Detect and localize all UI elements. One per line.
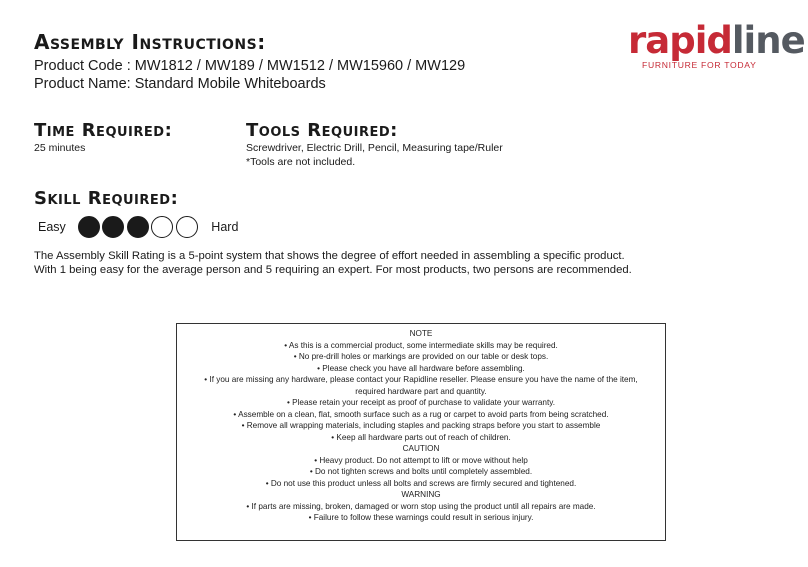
skill-description-line-2: With 1 being easy for the average person and 5 requiring an expert. For most products, two persons are recommended. — [34, 264, 632, 276]
logo-word-rapid: rapid — [628, 19, 732, 62]
notice-line: CAUTION — [402, 444, 440, 453]
tools-not-included-note: *Tools are not included. — [246, 156, 356, 168]
logo-word-line: line — [731, 19, 805, 62]
notice-line: required hardware part and quantity. — [355, 386, 487, 396]
notice-line: • Do not use this product unless all bolts and screws are firmly secured and tightened. — [265, 478, 577, 488]
rapidline-logo — [628, 18, 805, 74]
logo-wordmark — [628, 19, 805, 62]
notice-line: • As this is a commercial product, some intermediate skills may be required. — [284, 340, 558, 350]
notice-box — [176, 323, 666, 541]
tools-required-heading: Tools Required: — [246, 120, 398, 141]
notice-line: • Keep all hardware parts out of reach of children. — [331, 432, 511, 442]
notice-line: • Failure to follow these warnings could result in serious injury. — [308, 513, 534, 522]
skill-dot-empty — [176, 216, 198, 238]
skill-hard-label: Hard — [211, 220, 239, 234]
notice-line: • If parts are missing, broken, damaged or worn stop using the product until all repairs are made. — [246, 501, 596, 511]
skill-rating-dots — [78, 216, 201, 238]
product-code: Product Code : MW1812 / MW189 / MW1512 / MW15960 / MW129 — [34, 58, 466, 74]
notice-line: • Heavy product. Do not attempt to lift or move without help — [314, 455, 528, 465]
skill-required-heading: Skill Required: — [34, 188, 179, 209]
notice-line: • Do not tighten screws and bolts until completely assembled. — [309, 467, 533, 476]
skill-dot-filled — [102, 216, 124, 238]
skill-dot-filled — [127, 216, 149, 238]
notice-line: • Please retain your receipt as proof of purchase to validate your warranty. — [286, 398, 556, 407]
notice-line: • Remove all wrapping materials, including staples and packing straps before you start to assemble — [241, 421, 601, 430]
notice-line: • No pre-drill holes or markings are provided on our table or desk tops. — [293, 352, 549, 361]
time-required-heading: Time Required: — [34, 120, 173, 141]
notice-line: • Assemble on a clean, flat, smooth surface such as a rug or carpet to avoid parts from being scratched. — [233, 409, 609, 419]
notice-line: • Please check you have all hardware before assembling. — [317, 363, 525, 373]
product-name: Product Name: Standard Mobile Whiteboards — [34, 76, 326, 92]
notice-line: WARNING — [401, 490, 441, 499]
notice-line: • If you are missing any hardware, please contact your Rapidline reseller. Please ensure you have the name of the item, — [204, 375, 638, 384]
page-title: Assembly Instructions: — [34, 30, 266, 54]
time-required-value: 25 minutes — [34, 142, 86, 154]
skill-dot-filled — [78, 216, 100, 238]
notice-line: NOTE — [409, 329, 433, 338]
skill-description-line-1: The Assembly Skill Rating is a 5-point system that shows the degree of effort needed in assembling a specific product. — [34, 250, 625, 262]
skill-dot-empty — [151, 216, 173, 238]
skill-easy-label: Easy — [38, 220, 66, 234]
skill-rating-scale — [38, 216, 238, 238]
tools-required-value: Screwdriver, Electric Drill, Pencil, Measuring tape/Ruler — [246, 142, 503, 154]
logo-tagline: FURNITURE FOR TODAY — [642, 60, 757, 70]
